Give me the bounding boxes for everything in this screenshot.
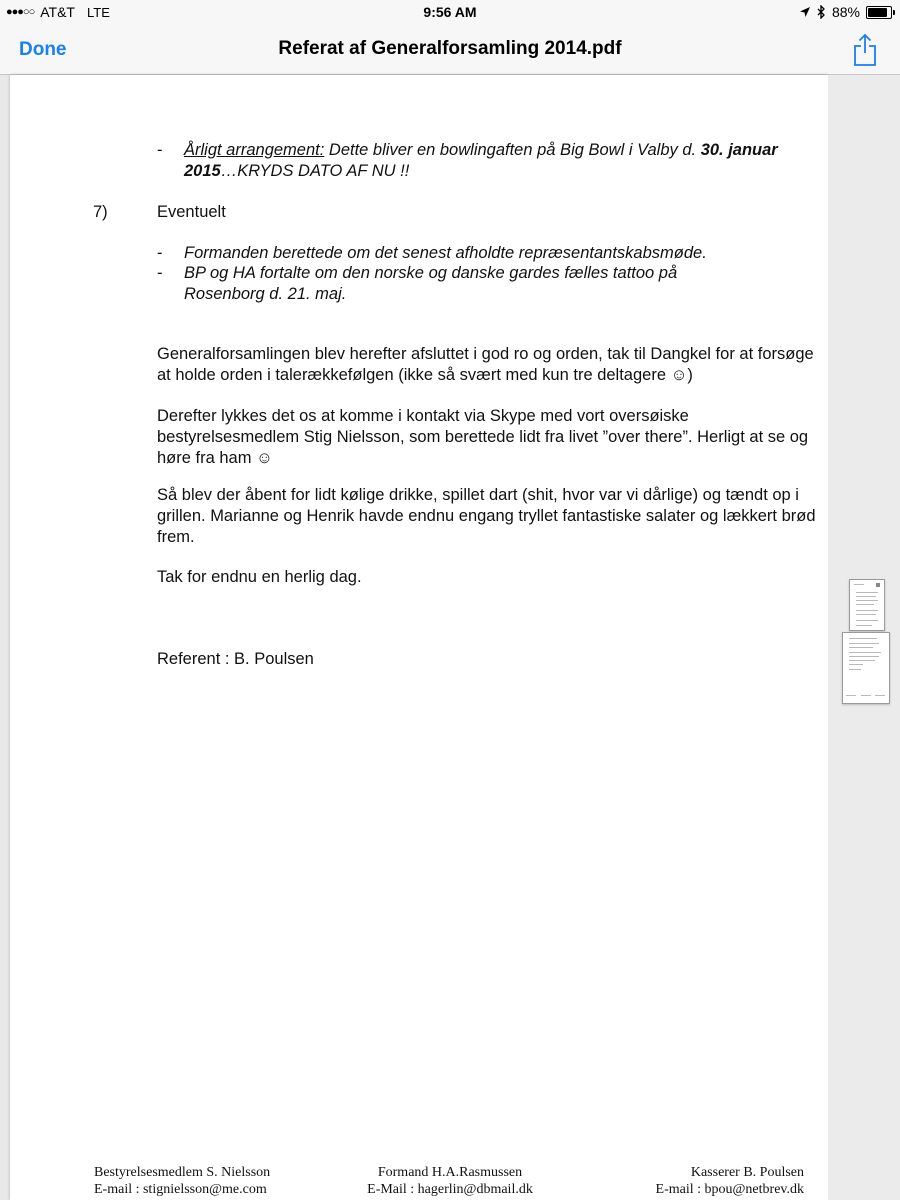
footer-middle — [360, 1164, 540, 1198]
bullet-dash: - — [157, 244, 163, 262]
paragraph: Generalforsamlingen blev herefter afsluttet i god ro og orden, tak til Dangkel for at forsøge at holde orden i talerækkefølgen (ikke så svært med kun tre deltagere ☺) — [157, 345, 814, 384]
signal-dots-icon: ●●●○○ — [6, 6, 35, 18]
battery-percent: 88% — [831, 4, 860, 20]
footer-left-name: Bestyrelsesmedlem S. Nielsson — [94, 1165, 271, 1180]
event-label: Årligt arrangement: — [184, 141, 325, 159]
footer-right — [656, 1164, 804, 1198]
bullet-dash: - — [157, 141, 163, 159]
section-number: 7) — [93, 203, 108, 221]
page-1-thumbnail[interactable] — [849, 579, 885, 631]
network-label: LTE — [86, 4, 110, 20]
section-title: Eventuelt — [157, 203, 226, 221]
status-time: 9:56 AM — [423, 4, 477, 20]
bullet-text: BP og HA fortalte om den norske og danske gardes fælles tattoo på Rosenborg d. 21. maj. — [184, 264, 678, 303]
footer-left-email: E-mail : stignielsson@me.com — [94, 1182, 267, 1197]
document-title: Referat af Generalforsamling 2014.pdf — [278, 38, 622, 59]
footer-mid-name: Formand H.A.Rasmussen — [377, 1165, 523, 1180]
navigation-bar — [0, 26, 900, 75]
paragraph: Derefter lykkes det os at komme i kontakt via Skype med vort oversøiske bestyrelsesmedlem Stig Nielsson, som berettede lidt fra livet ”over there”. Herligt at se og høre fra ham ☺ — [157, 407, 809, 467]
status-right — [799, 4, 892, 20]
bluetooth-icon — [817, 5, 826, 19]
page-thumbnail-strip — [828, 75, 900, 1200]
footer-right-email: E-mail : bpou@netbrev.dk — [655, 1182, 804, 1197]
carrier-label: AT&T — [40, 4, 75, 20]
event-date: 30. januar 2015 — [184, 141, 778, 180]
bullet-text: Formanden berettede om det senest afholdte repræsentantskabsmøde. — [184, 244, 707, 262]
page-2-thumbnail[interactable] — [842, 632, 890, 704]
done-button[interactable]: Done — [19, 39, 67, 60]
pdf-page[interactable] — [10, 75, 828, 1200]
battery-fill — [868, 8, 887, 17]
event-bullet-text — [184, 140, 804, 182]
bullet-dash: - — [157, 264, 163, 282]
location-arrow-icon — [799, 6, 811, 18]
paragraph: Tak for endnu en herlig dag. — [157, 568, 362, 586]
footer-left — [94, 1164, 270, 1198]
event-tail: …KRYDS DATO AF NU !! — [220, 162, 410, 180]
paragraph: Så blev der åbent for lidt kølige drikke, spillet dart (shit, hvor var vi dårlige) og tændt op i grillen. Marianne og Henrik havde endnu engang tryllet fantastiske salater og lækkert brød frem. — [157, 486, 816, 546]
document-content — [10, 75, 828, 1200]
share-icon[interactable] — [851, 32, 879, 68]
status-bar — [0, 0, 900, 26]
footer-mid-email: E-Mail : hagerlin@dbmail.dk — [367, 1182, 533, 1197]
footer-right-name: Kasserer B. Poulsen — [690, 1165, 804, 1180]
event-text: Dette bliver en bowlingaften på Big Bowl i Valby d. — [324, 141, 701, 159]
referent-line: Referent : B. Poulsen — [157, 650, 314, 668]
battery-icon — [866, 6, 892, 19]
